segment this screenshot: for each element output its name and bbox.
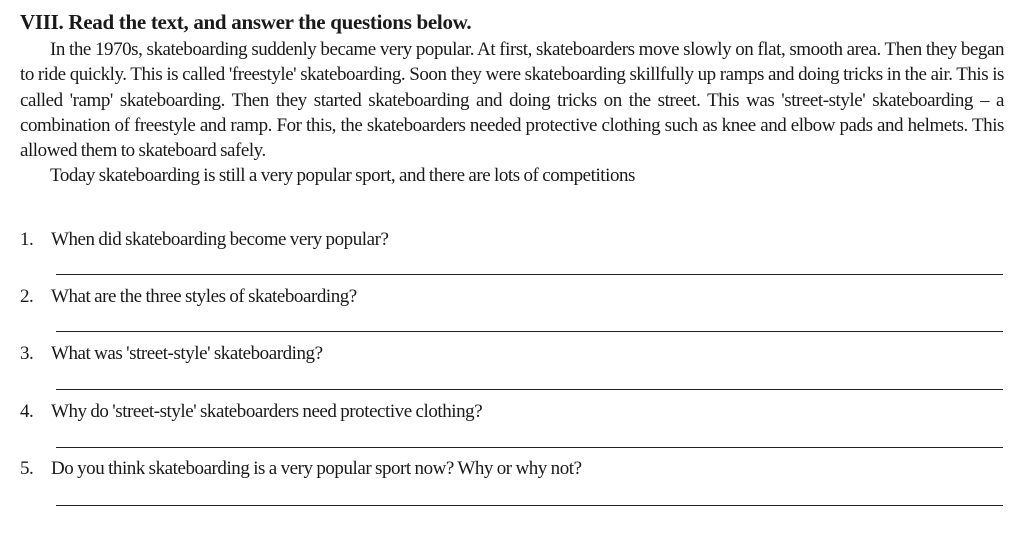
passage-paragraph-2: Today skateboarding is still a very popular sport, and there are lots of competitions <box>50 165 635 187</box>
answer-line-2[interactable] <box>56 331 1003 332</box>
question-text: What are the three styles of skateboarding? <box>51 286 357 307</box>
answer-line-3[interactable] <box>56 389 1003 390</box>
question-5 <box>20 456 1004 482</box>
question-number: 5. <box>20 458 34 479</box>
answer-line-4[interactable] <box>56 447 1003 448</box>
section-heading: VIII. Read the text, and answer the questions below. <box>20 10 472 34</box>
question-number: 2. <box>20 286 34 307</box>
question-text: When did skateboarding become very popular? <box>51 229 389 250</box>
question-number: 3. <box>20 343 34 364</box>
question-2 <box>20 284 1004 310</box>
answer-line-1[interactable] <box>56 274 1003 275</box>
question-text: Why do 'street-style' skateboarders need protective clothing? <box>51 401 483 422</box>
reading-passage <box>20 37 1004 189</box>
question-number: 4. <box>20 401 34 422</box>
question-text: What was 'street-style' skateboarding? <box>51 343 323 364</box>
answer-line-5[interactable] <box>56 505 1003 506</box>
question-1 <box>20 227 1004 253</box>
question-4 <box>20 399 1004 425</box>
question-3 <box>20 341 1004 367</box>
question-text: Do you think skateboarding is a very popular sport now? Why or why not? <box>51 458 582 479</box>
passage-paragraph-1: In the 1970s, skateboarding suddenly became very popular. At first, skateboarders move slowly on flat, smooth area. Then they began to ride quickly. This is called 'freestyle' skateboarding. Soon they were skateboarding skillfully up ramps and doing tricks in the air. This is called 'ramp' skateboarding. Then they started skateboarding and doing tricks on the street. This was 'street-style' skateboarding – a combination of freestyle and ramp. For this, the skateboarders needed protective clothing such as knee and elbow pads and helmets. This allowed them to skateboard safely. <box>20 39 1004 162</box>
question-number: 1. <box>20 229 34 250</box>
